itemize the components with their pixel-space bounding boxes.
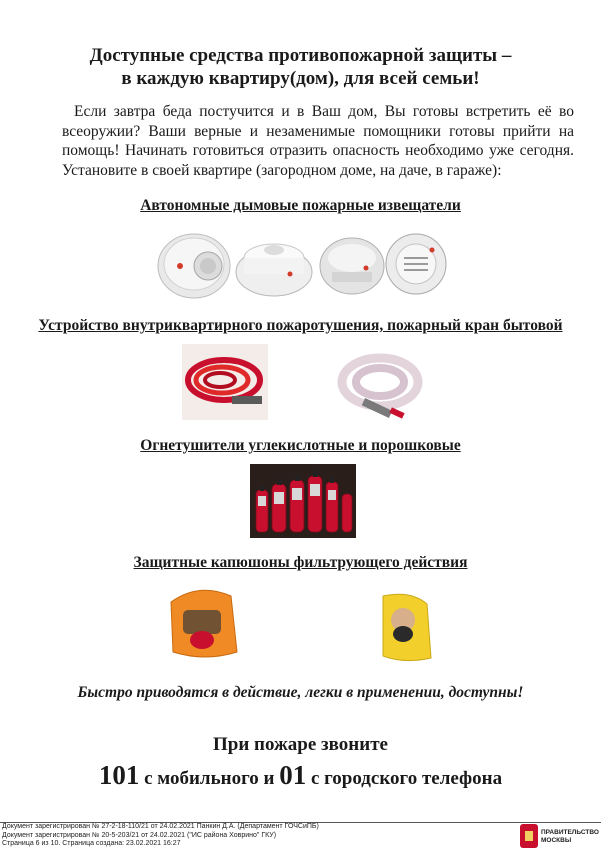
moscow-government-label (541, 829, 599, 844)
emergency-numbers (0, 760, 601, 791)
smoke-detectors-image (156, 228, 450, 300)
gov-label-line-1: ПРАВИТЕЛЬСТВО (541, 829, 599, 836)
yellow-hood-icon (383, 594, 431, 660)
document-footer (2, 823, 482, 849)
smoke-detector-3-icon (320, 238, 384, 294)
mobile-number: 101 (98, 760, 140, 790)
landline-number: 01 (279, 760, 307, 790)
red-hose-icon (182, 344, 268, 420)
gov-label-line-2: МОСКВЫ (541, 836, 572, 844)
section-heading-extinguishers: Огнетушители углекислотные и порошковые (140, 437, 461, 454)
smoke-detector-1-icon (158, 234, 230, 298)
intro-paragraph: Если завтра беда постучится и в Ваш дом, Вы готовы встретить её во всеоружии? Ваши верные и незаменимые помощники готовы прийти на помощь! Начинать готовиться отразить опасность необходимо уже сегодня. Установите в своей квартире (загородном доме, на даче, в гараже): (62, 103, 574, 179)
moscow-government-logo-icon (519, 823, 539, 849)
tagline: Быстро приводятся в действие, легки в применении, доступны! (77, 684, 524, 701)
fire-hose-images (182, 344, 430, 420)
page-title (0, 44, 601, 90)
protective-hoods-images (165, 582, 435, 662)
smoke-detector-2-icon (236, 244, 312, 296)
white-hose-icon (342, 358, 418, 419)
footer-line-1: Документ зарегистрирован № 27-2-18-110/21 от 24.02.2021 Панкин Д.А. (Департамент ГОЧСиПБ) (2, 823, 319, 830)
call-heading: При пожаре звоните (213, 734, 388, 755)
title-line-1: Доступные средства противопожарной защиты – (89, 45, 512, 66)
title-line-2: в каждую квартиру(дом), для всей семьи! (121, 68, 480, 89)
mobile-text: с мобильного и (139, 768, 280, 789)
section-heading-smoke-detectors: Автономные дымовые пожарные извещатели (140, 197, 461, 214)
orange-hood-icon (171, 590, 237, 657)
smoke-detector-4-icon (386, 234, 446, 294)
section-heading-fire-hose: Устройство внутриквартирного пожаротушения, пожарный кран бытовой (38, 317, 563, 334)
section-heading-protective-hoods: Защитные капюшоны фильтрующего действия (133, 554, 468, 571)
footer-line-2: Документ зарегистрирован № 20-5-203/21 от 24.02.2021 ("ИС района Ховрино" ГКУ) (2, 831, 277, 839)
footer-line-3: Страница 6 из 10. Страница создана: 23.02.2021 16:27 (2, 840, 181, 847)
extinguishers-image (250, 464, 356, 538)
landline-text: с городского телефона (306, 768, 503, 789)
